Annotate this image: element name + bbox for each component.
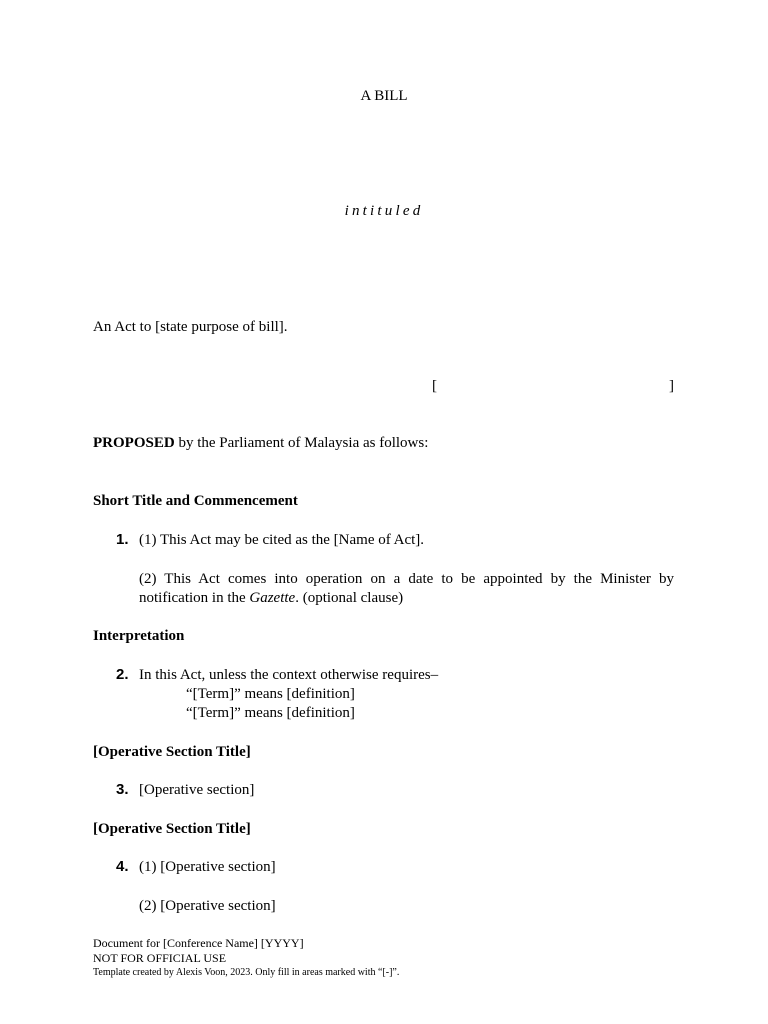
definition-item: “[Term]” means [definition] xyxy=(186,686,355,702)
section-2-intro: In this Act, unless the context otherwise requires– xyxy=(139,667,439,683)
date-bracket-close: ] xyxy=(669,378,674,394)
section-4-subsection-1: (1) [Operative section] xyxy=(139,859,276,875)
section-1-subsection-1: (1) This Act may be cited as the [Name of Act]. xyxy=(139,532,425,548)
section-number-2: 2. xyxy=(116,666,129,683)
footer-template-credit: Template created by Alexis Voon, 2023. Only fill in areas marked with “[-]”. xyxy=(93,967,400,978)
definition-item: “[Term]” means [definition] xyxy=(186,705,355,721)
bill-title: A BILL xyxy=(360,88,408,104)
enacting-keyword: PROPOSED xyxy=(93,435,175,451)
section-4-subsection-2: (2) [Operative section] xyxy=(139,898,276,914)
section-1-subsection-2-tail: . (optional clause) xyxy=(295,590,404,606)
section-number-3: 3. xyxy=(116,781,129,798)
section-3-text: [Operative section] xyxy=(139,782,255,798)
footer-conference: Document for [Conference Name] [YYYY] xyxy=(93,936,304,950)
section-heading-operative: [Operative Section Title] xyxy=(93,744,251,760)
act-purpose: An Act to [state purpose of bill]. xyxy=(93,319,288,335)
footer-not-official: NOT FOR OFFICIAL USE xyxy=(93,951,227,965)
section-number-4: 4. xyxy=(116,858,129,875)
gazette-term: Gazette xyxy=(249,590,296,606)
section-1-subsection-2 xyxy=(139,570,674,608)
enacting-formula xyxy=(93,435,428,452)
date-bracket-open: [ xyxy=(432,378,437,394)
section-heading-operative: [Operative Section Title] xyxy=(93,821,251,837)
enacting-text: by the Parliament of Malaysia as follows: xyxy=(174,435,429,451)
section-1-subsection-2-text: (2) This Act comes into operation on a date to be appointed by the Minister by notification in the xyxy=(139,571,674,606)
section-heading-interpretation: Interpretation xyxy=(93,628,185,644)
intituled-label: intituled xyxy=(344,203,424,219)
section-heading-short-title: Short Title and Commencement xyxy=(93,493,298,509)
section-number-1: 1. xyxy=(116,531,129,548)
